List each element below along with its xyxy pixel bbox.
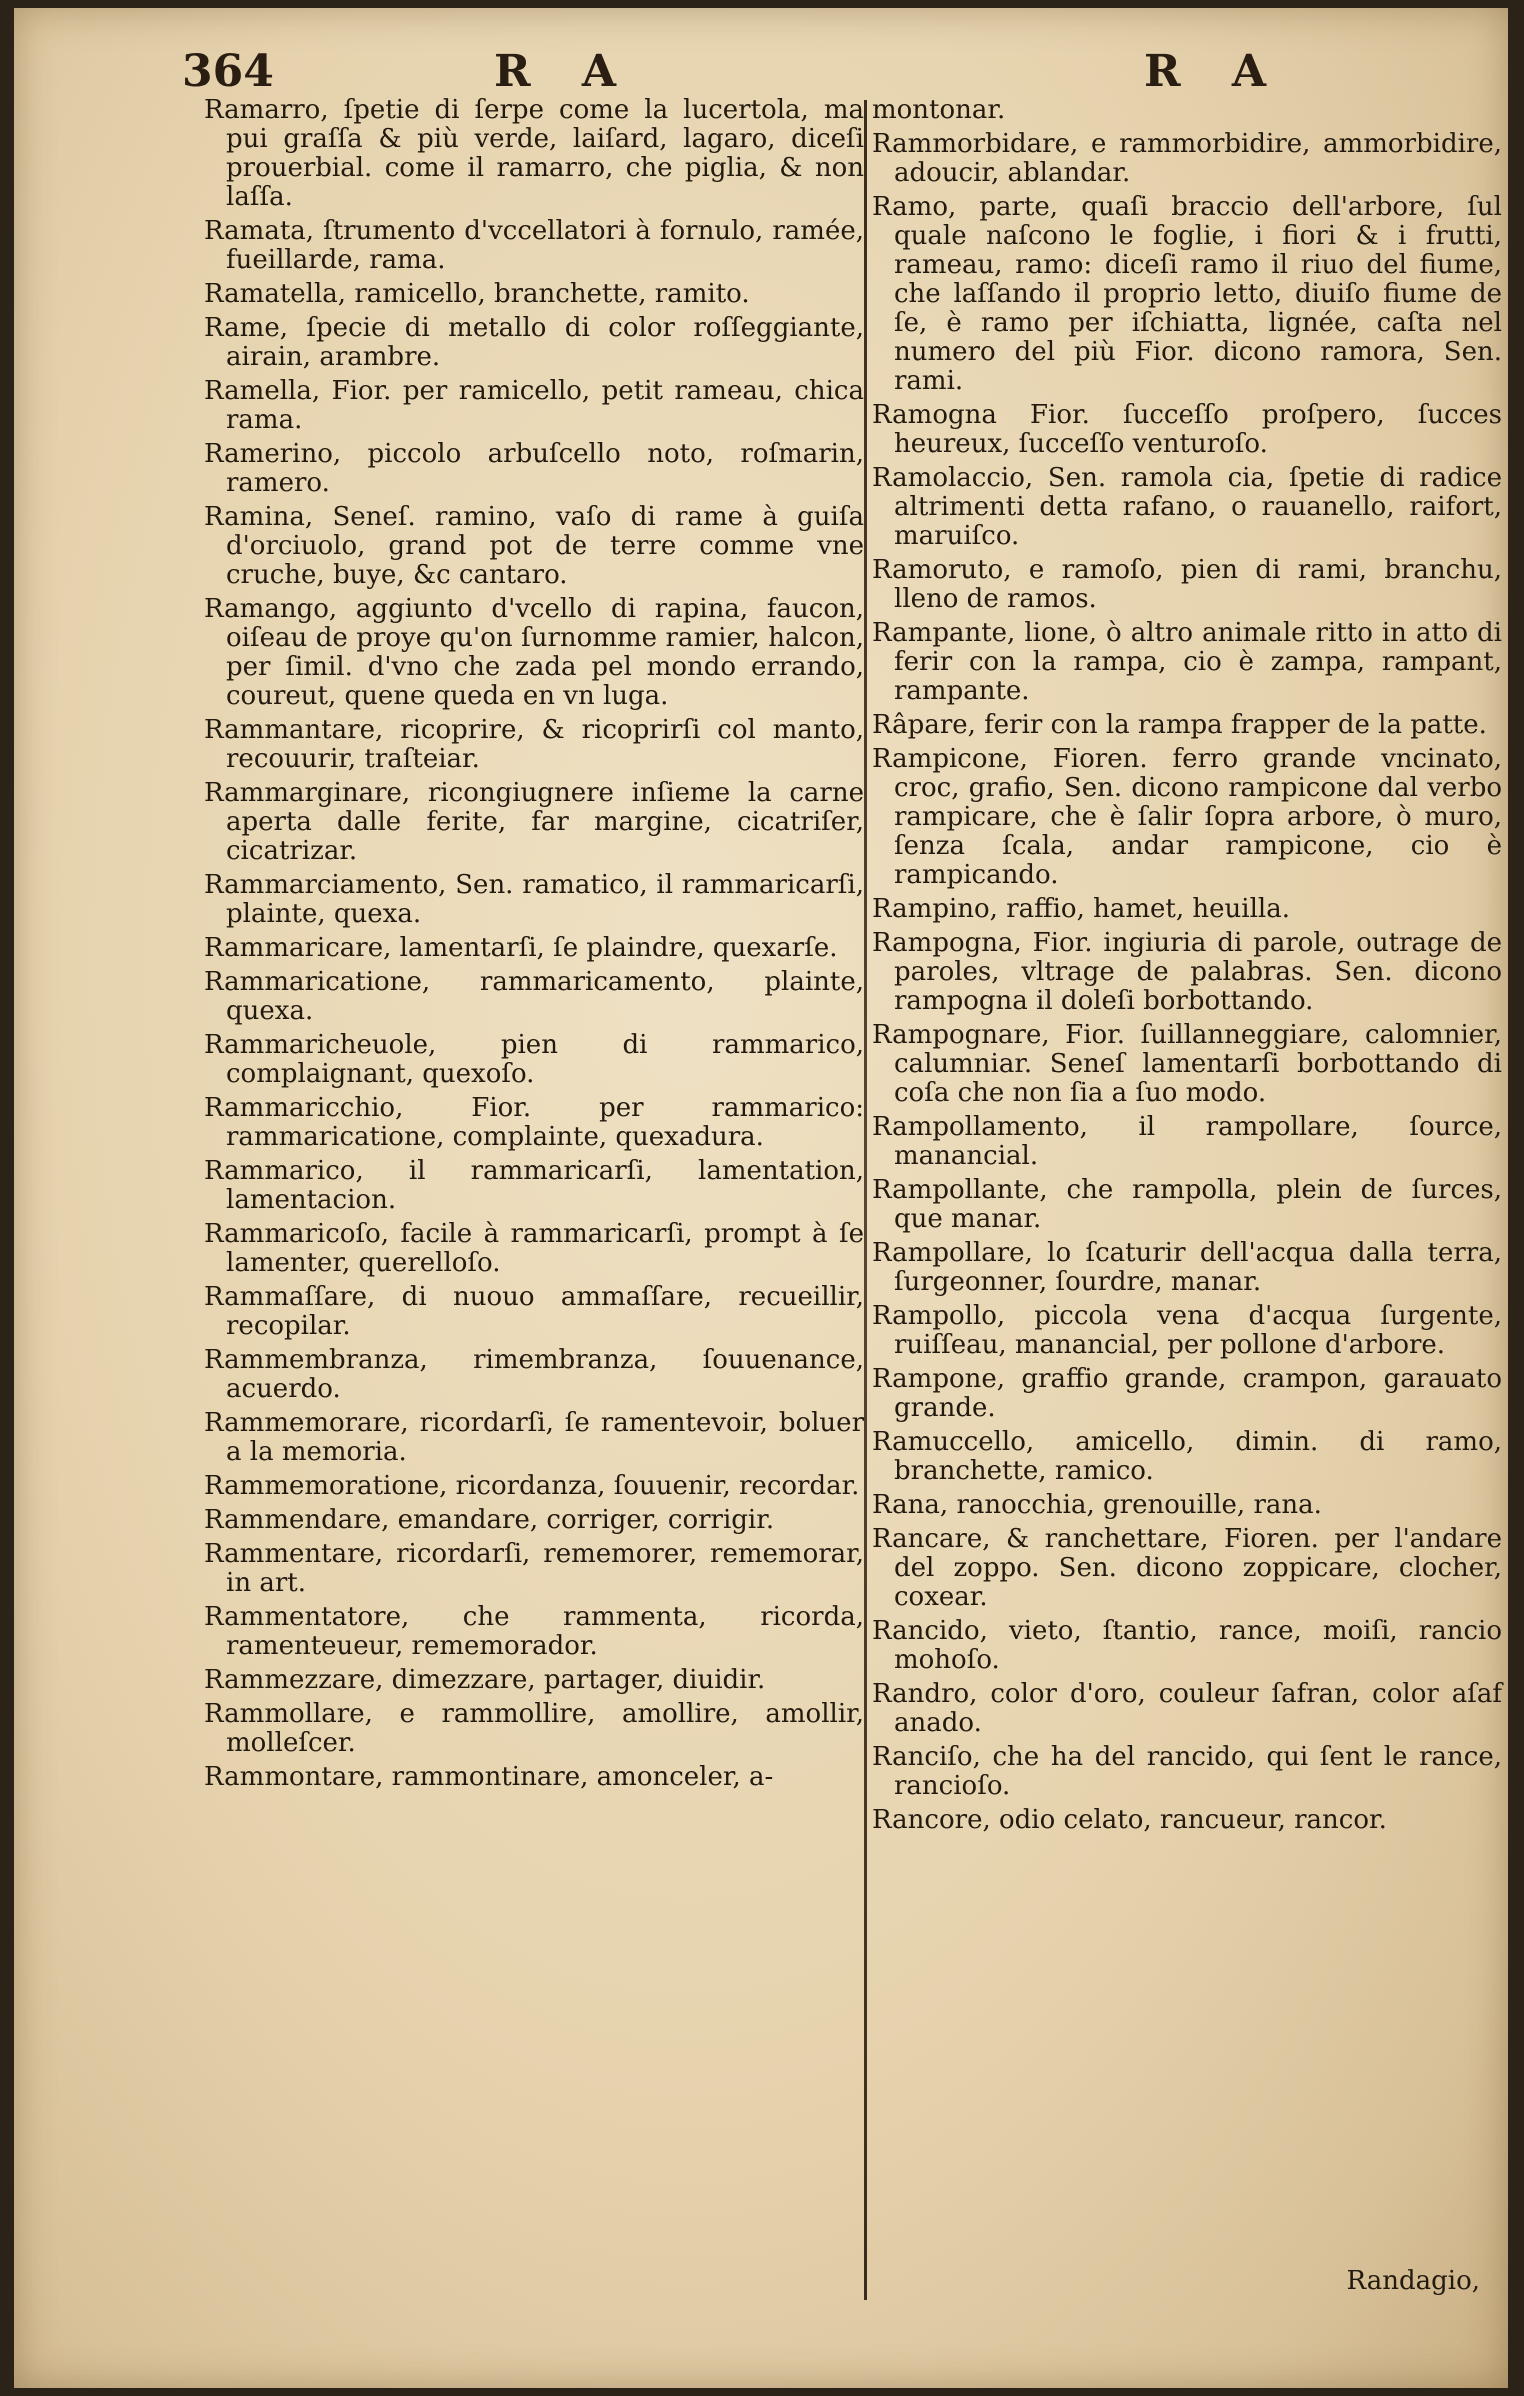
- dictionary-entry: Rampollo, piccola vena d'acqua ſurgente, ruiſſeau, manancial, per pollone d'arbore.: [872, 1301, 1502, 1360]
- dictionary-entry: Rampicone, Fioren. ferro grande vncinato, croc, grafio, Sen. dicono rampicone dal verbo rampicare, che è ſalir ſopra arbore, ò muro, ſenza ſcala, andar rampicone, cio è rampicando.: [872, 744, 1502, 890]
- dictionary-entry: Ramerino, piccolo arbuſcello noto, roſmarin, ramero.: [204, 439, 864, 498]
- dictionary-entry: Rammaſſare, di nuouo ammaſſare, recueillir, recopilar.: [204, 1282, 864, 1341]
- dictionary-entry: Rammaricatione, rammaricamento, plainte, quexa.: [204, 967, 864, 1026]
- dictionary-entry: Rampone, graffio grande, crampon, garauato grande.: [872, 1364, 1502, 1423]
- dictionary-entry: Ramella, Fior. per ramicello, petit rameau, chica rama.: [204, 376, 864, 435]
- dictionary-entry: Ramogna Fior. ſucceſſo proſpero, ſucces heureux, ſucceſſo venturoſo.: [872, 400, 1502, 459]
- dictionary-entry: Ramatella, ramicello, branchette, ramito.: [204, 279, 750, 309]
- running-head-left: R A: [494, 46, 635, 97]
- dictionary-entry: Rammorbidare, e rammorbidire, ammorbidire, adoucir, ablandar.: [872, 129, 1502, 188]
- dictionary-entry: Randro, color d'oro, couleur ſafran, color aſaf anado.: [872, 1679, 1502, 1738]
- page-number: 364: [182, 46, 274, 97]
- dictionary-entry: Ramoruto, e ramoſo, pien di rami, branchu, lleno de ramos.: [872, 555, 1502, 614]
- left-column: [204, 96, 864, 1797]
- dictionary-entry: Ranciſo, che ha del rancido, qui ſent le rance, rancioſo.: [872, 1742, 1502, 1801]
- dictionary-entry: Rammarico, il rammaricarſi, lamentation, lamentacion.: [204, 1156, 864, 1215]
- dictionary-entry: Rammaricchio, Fior. per rammarico: rammaricatione, complainte, quexadura.: [204, 1093, 864, 1152]
- dictionary-entry: Ramata, ſtrumento d'vccellatori à fornulo, ramée, fueillarde, rama.: [204, 216, 864, 275]
- dictionary-entry: Rampognare, Fior. ſuillanneggiare, calomnier, calumniar. Seneſ lamentarſi borbottando di coſa che non ſia a ſuo modo.: [872, 1020, 1502, 1108]
- dictionary-entry: Rammemorare, ricordarſi, ſe ramentevoir, boluer a la memoria.: [204, 1408, 864, 1467]
- column-divider: [864, 100, 867, 2300]
- dictionary-entry: Rana, ranocchia, grenouille, rana.: [872, 1490, 1322, 1520]
- dictionary-entry: Rancore, odio celato, rancueur, rancor.: [872, 1805, 1387, 1835]
- dictionary-entry: Rammantare, ricoprire, & ricoprirſi col manto, recouurir, traſteiar.: [204, 715, 864, 774]
- dictionary-entry: Rammaricheuole, pien di rammarico, complaignant, quexoſo.: [204, 1030, 864, 1089]
- dictionary-entry: Rancido, vieto, ſtantio, rance, moiſi, rancio mohoſo.: [872, 1616, 1502, 1675]
- book-page: [14, 8, 1508, 2388]
- right-column: [872, 96, 1502, 1840]
- dictionary-entry: Rampollante, che rampolla, plein de ſurces, que manar.: [872, 1175, 1502, 1234]
- dictionary-entry: Rampino, raffio, hamet, heuilla.: [872, 894, 1290, 924]
- dictionary-entry: Ramango, aggiunto d'vcello di rapina, faucon, oiſeau de proye qu'on ſurnomme ramier, halcon, per ſimil. d'vno che zada pel mondo errando, coureut, quene queda en vn luga.: [204, 594, 864, 711]
- dictionary-entry: Rancare, & ranchettare, Fioren. per l'andare del zoppo. Sen. dicono zoppicare, clocher, coxear.: [872, 1524, 1502, 1612]
- dictionary-entry: Rammendare, emandare, corriger, corrigir.: [204, 1505, 775, 1535]
- dictionary-entry: Rammezzare, dimezzare, partager, diuidir.: [204, 1665, 766, 1695]
- dictionary-entry: Rammembranza, rimembranza, ſouuenance, acuerdo.: [204, 1345, 864, 1404]
- dictionary-entry: Rammontare, rammontinare, amonceler, a-: [204, 1762, 774, 1792]
- dictionary-entry: Ramuccello, amicello, dimin. di ramo, branchette, ramico.: [872, 1427, 1502, 1486]
- dictionary-entry: Ramolaccio, Sen. ramola cia, ſpetie di radice altrimenti detta rafano, o rauanello, raifort, maruiſco.: [872, 463, 1502, 551]
- dictionary-entry: Rampollare, lo ſcaturir dell'acqua dalla terra, ſurgeonner, ſourdre, manar.: [872, 1238, 1502, 1297]
- dictionary-entry: Ramina, Seneſ. ramino, vaſo di rame à guiſa d'orciuolo, grand pot de terre comme vne cruche, buye, &c cantaro.: [204, 502, 864, 590]
- catchword: Randagio,: [1346, 2266, 1480, 2296]
- dictionary-entry: Ramarro, ſpetie di ſerpe come la lucertola, ma pui graſſa & più verde, laiſard, lagaro, diceſi prouerbial. come il ramarro, che piglia, & non laſſa.: [204, 95, 864, 212]
- dictionary-entry: Rammemoratione, ricordanza, ſouuenir, recordar.: [204, 1471, 860, 1501]
- dictionary-entry: Râpare, ferir con la rampa frapper de la patte.: [872, 710, 1487, 740]
- dictionary-entry: Rame, ſpecie di metallo di color roſſeggiante, airain, arambre.: [204, 313, 864, 372]
- dictionary-entry: Ramo, parte, quaſi braccio dell'arbore, ſul quale naſcono le foglie, i fiori & i frutti, rameau, ramo: diceſi ramo il riuo del fiume, che laſſando il proprio letto, diuiſo fiume de ſe, è ramo per iſchiatta, lignée, caſta nel numero del più Fior. dicono ramora, Sen. rami.: [872, 192, 1502, 396]
- dictionary-entry: montonar.: [872, 95, 1006, 125]
- dictionary-entry: Rammentatore, che rammenta, ricorda, ramenteueur, rememorador.: [204, 1602, 864, 1661]
- dictionary-entry: Rammarciamento, Sen. ramatico, il rammaricarſi, plainte, quexa.: [204, 870, 864, 929]
- running-head-right: R A: [1144, 46, 1285, 97]
- dictionary-entry: Rammarginare, ricongiugnere inſieme la carne aperta dalle ferite, far margine, cicatriſer, cicatrizar.: [204, 778, 864, 866]
- dictionary-entry: Rampante, lione, ò altro animale ritto in atto di ferir con la rampa, cio è zampa, rampant, rampante.: [872, 618, 1502, 706]
- dictionary-entry: Rammaricoſo, facile à rammaricarſi, prompt à ſe lamenter, querelloſo.: [204, 1219, 864, 1278]
- dictionary-entry: Rammaricare, lamentarſi, ſe plaindre, quexarſe.: [204, 933, 838, 963]
- dictionary-entry: Rammentare, ricordarſi, rememorer, rememorar, in art.: [204, 1539, 864, 1598]
- dictionary-entry: Rammollare, e rammollire, amollire, amollir, molleſcer.: [204, 1699, 864, 1758]
- dictionary-entry: Rampogna, Fior. ingiuria di parole, outrage de paroles, vltrage de palabras. Sen. dicono rampogna il doleſi borbottando.: [872, 928, 1502, 1016]
- dictionary-entry: Rampollamento, il rampollare, ſource, manancial.: [872, 1112, 1502, 1171]
